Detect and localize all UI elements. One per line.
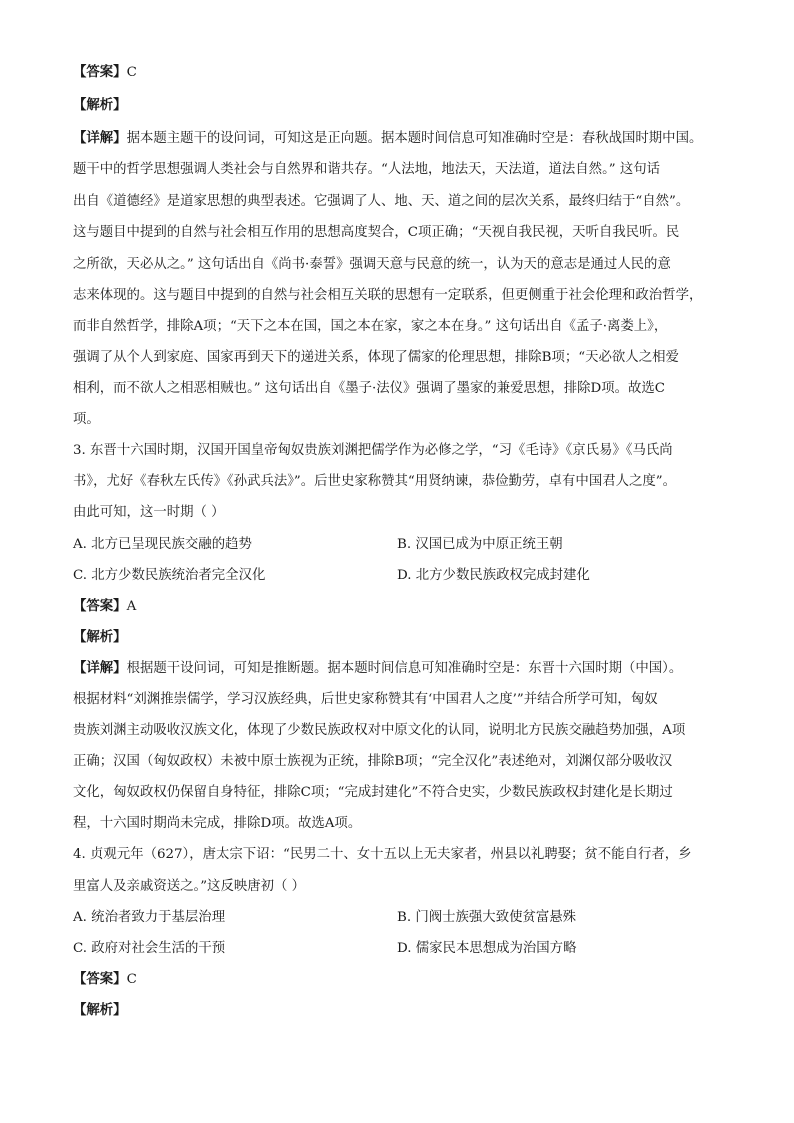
answer-tag: 【答案】 [73,65,127,80]
detail-line: 强调了从个人到家庭、国家再到天下的递进关系，体现了儒家的伦理思想，排除B项；“天必欲人之相爱 [73,350,679,365]
detail-tag: 【详解】 [73,661,127,676]
q4-option-b: B. 门阀士族强大致使贫富悬殊 [397,910,577,925]
answer-line [73,63,137,83]
analysis-heading [73,96,127,116]
q4-option-c: C. 政府对社会生活的干预 [73,941,226,956]
question-3-line: 书》，尤好《春秋左氏传》《孙武兵法》”。后世史家称赞其“用贤纳谏，恭俭勤劳，卓有中国君人之度”。 [73,474,677,489]
analysis-tag: 【解析】 [73,630,127,645]
detail-line: 项。 [73,412,100,427]
q3-option-d: D. 北方少数民族政权完成封建化 [397,568,590,583]
question-4-line: 4. 贞观元年（627），唐太宗下诏：“民男二十、女十五以上无夫家者，州县以礼聘娶；贫不能自行者，乡 [73,847,692,862]
detail-text: 根据题干设问词，可知是推断题。据本题时间信息可知准确时空是：东晋十六国时期（中国）。 [126,661,683,676]
detail-line: 之所欲，天必从之。” 这句话出自《尚书·泰誓》强调天意与民意的统一，认为天的意志是通过人民的意 [73,257,671,272]
answer-value: C [126,972,137,987]
question-4-line: 里富人及亲戚资送之。”这反映唐初（ ） [73,879,306,894]
detail-line: 题干中的哲学思想强调人类社会与自然界和谐共存。“人法地，地法天，天法道，道法自然。” 这句话 [73,162,661,177]
detail-line: 相利，而不欲人之相恶相贼也。” 这句话出自《墨子·法仪》强调了墨家的兼爱思想，排除D项。故选C [73,381,666,396]
answer-tag: 【答案】 [73,972,127,987]
detail-line: 程，十六国时期尚未完成，排除D项。故选A项。 [73,816,362,831]
answer-tag: 【答案】 [73,599,127,614]
analysis-heading [73,1001,127,1021]
detail-line: 志来体现的。这与题目中提到的自然与社会相互关联的思想有一定联系，但更侧重于社会伦理和政治哲学， [73,288,703,303]
detail-line [73,129,702,149]
detail-line: 出自《道德经》是道家思想的典型表述。它强调了人、地、天、道之间的层次关系，最终归结于“自然”。 [73,194,690,209]
answer-line [73,597,136,617]
detail-line [73,659,682,679]
question-3-line: 3. 东晋十六国时期，汉国开国皇帝匈奴贵族刘渊把儒学作为必修之学，“习《毛诗》《京氏易》《马氏尚 [73,443,673,458]
q3-option-c: C. 北方少数民族统治者完全汉化 [73,568,266,583]
analysis-tag: 【解析】 [73,98,127,113]
answer-line [73,970,137,990]
detail-line: 文化，匈奴政权仍保留自身特征，排除C项；“完成封建化”不符合史实，少数民族政权封建化是长期过 [73,785,673,800]
detail-line: 贵族刘渊主动吸收汉族文化，体现了少数民族政权对中原文化的认同，说明北方民族交融趋势加强，A项 [73,723,686,738]
answer-value: A [126,599,137,614]
q4-option-d: D. 儒家民本思想成为治国方略 [397,941,577,956]
question-3-line: 由此可知，这一时期（ ） [73,505,225,520]
detail-line: 这与题目中提到的自然与社会相互作用的思想高度契合，C项正确；“天视自我民视，天听自我民听。民 [73,225,680,240]
analysis-heading [73,628,127,648]
detail-line: 而非自然哲学，排除A项；“天下之本在国，国之本在家，家之本在身。” 这句话出自《孟子·离娄上》， [73,319,668,334]
detail-text: 据本题主题干的设问词，可知这是正向题。据本题时间信息可知准确时空是：春秋战国时期中国。 [126,131,703,146]
analysis-tag: 【解析】 [73,1003,127,1018]
detail-line: 根据材料“刘渊推崇儒学，学习汉族经典，后世史家称赞其有‘中国君人之度’”并结合所学可知，匈奴 [73,692,658,707]
detail-line: 正确；汉国（匈奴政权）未被中原士族视为正统，排除B项；“完全汉化”表述绝对，刘渊仅部分吸收汉 [73,754,673,769]
answer-value: C [126,65,137,80]
detail-tag: 【详解】 [73,131,127,146]
q3-option-b: B. 汉国已成为中原正统王朝 [397,537,563,552]
q3-option-a: A. 北方已呈现民族交融的趋势 [73,537,252,552]
q4-option-a: A. 统治者致力于基层治理 [73,910,226,925]
